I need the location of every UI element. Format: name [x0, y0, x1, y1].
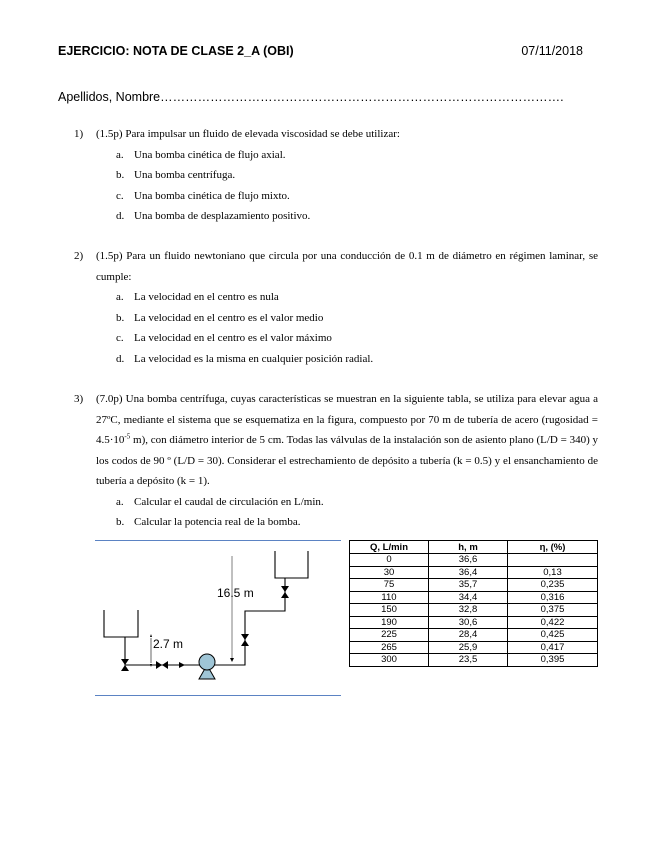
table-row — [350, 554, 598, 567]
height-label-upper: 16.5 m — [217, 586, 254, 600]
text-questions-0-options-0-letter: a. — [116, 148, 124, 161]
text-table-rows-4-0: 150 — [350, 604, 429, 617]
option-text: La velocidad en el centro es nula — [134, 291, 279, 303]
question-1 — [74, 124, 598, 227]
text-table-rows-3-2: 0,316 — [508, 591, 598, 604]
option-text: Una bomba centrífuga. — [134, 169, 236, 181]
text-table-rows-4-2: 0,375 — [508, 604, 598, 617]
option-text: Una bomba de desplazamiento positivo. — [134, 210, 311, 222]
valve-icon — [156, 661, 168, 669]
table-row — [350, 654, 598, 667]
question-stem: (1.5p) Para un fluido newtoniano que circula por una conducción de 0.1 m de diámetro en régimen laminar, se cumple: — [96, 250, 598, 283]
text-table-rows-1-2: 0,13 — [508, 566, 598, 579]
text-table-rows-1-1: 36,4 — [429, 566, 508, 579]
option-d — [74, 206, 598, 227]
text-table-rows-6-2: 0,425 — [508, 629, 598, 642]
text-table-rows-5-1: 30,6 — [429, 616, 508, 629]
text-table-rows-2-0: 75 — [350, 579, 429, 592]
option-b — [74, 165, 598, 186]
text-questions-1-options-3-letter: d. — [116, 352, 125, 365]
option-text: Una bomba cinética de flujo axial. — [134, 148, 286, 161]
arrow-icon — [150, 634, 152, 637]
valve-icon — [241, 634, 249, 646]
table-row — [350, 579, 598, 592]
option-text: La velocidad en el centro es el valor máximo — [134, 332, 332, 344]
option-b — [74, 308, 598, 329]
text-table-rows-7-2: 0,417 — [508, 641, 598, 654]
table-row — [350, 604, 598, 617]
text-table-rows-4-1: 32,8 — [429, 604, 508, 617]
option-text: Una bomba cinética de flujo mixto. — [134, 189, 290, 202]
text-table-rows-8-1: 23,5 — [429, 654, 508, 667]
text-table-rows-0-1: 36,6 — [429, 554, 508, 567]
question-stem — [96, 389, 598, 492]
text-table-rows-6-1: 28,4 — [429, 629, 508, 642]
text-table-rows-0-0: 0 — [350, 554, 429, 567]
option-c — [74, 186, 598, 207]
table-row — [350, 591, 598, 604]
option-a — [74, 492, 598, 513]
exercise-date: 07/11/2018 — [521, 44, 583, 58]
column-header: Q, L/min — [350, 541, 429, 554]
question-2 — [74, 246, 598, 369]
text-table-rows-7-1: 25,9 — [429, 641, 508, 654]
valve-icon — [281, 586, 289, 598]
table-row — [350, 641, 598, 654]
text-questions-1-options-1-letter: b. — [116, 311, 125, 324]
question-stem: (1.5p) Para impulsar un fluido de elevada viscosidad se debe utilizar: — [96, 128, 400, 140]
column-header: η, (%) — [508, 541, 598, 554]
question-number: 2) — [74, 250, 84, 262]
text-questions-0-options-3-letter: d. — [116, 210, 125, 222]
pump-characteristics-table — [349, 540, 598, 667]
exponent: -5 — [124, 432, 131, 441]
text-table-rows-2-2: 0,235 — [508, 579, 598, 592]
text-table-rows-8-2: 0,395 — [508, 654, 598, 667]
text-table-rows-5-0: 190 — [350, 616, 429, 629]
exercise-title: EJERCICIO: NOTA DE CLASE 2_A (OBI) — [58, 44, 294, 58]
table-row — [350, 629, 598, 642]
text-table-rows-7-0: 265 — [350, 641, 429, 654]
text-table-rows-3-1: 34,4 — [429, 591, 508, 604]
option-b — [74, 512, 598, 533]
text-questions-0-options-1-letter: b. — [116, 169, 125, 181]
question-number: 1) — [74, 128, 84, 140]
upper-tank — [275, 551, 308, 578]
table-row — [350, 616, 598, 629]
option-text: Calcular la potencia real de la bomba. — [134, 516, 301, 528]
text-table-rows-5-2: 0,422 — [508, 616, 598, 629]
question-number: 3) — [74, 393, 84, 405]
pump-icon — [199, 654, 215, 679]
text-questions-2-stem_a: (7.0p) Una bomba centrífuga, cuyas características se muestran en la siguiente tabla, se utiliza para elevar agua a 27ºC, mediante el sistema que se esquematiza en la figura, compuesto por 70 m de tubería de acero (rugosidad = 4.5·10 — [96, 393, 598, 446]
option-text: Calcular el caudal de circulación en L/min. — [134, 495, 324, 508]
text-table-rows-3-0: 110 — [350, 591, 429, 604]
text-questions-1-options-0-letter: a. — [116, 291, 124, 303]
pump-system-diagram — [95, 538, 341, 698]
option-a — [74, 287, 598, 308]
option-text: La velocidad en el centro es el valor medio — [134, 311, 324, 324]
lower-tank — [104, 610, 138, 637]
option-c — [74, 328, 598, 349]
column-header: h, m — [429, 541, 508, 554]
text-table-rows-0-2 — [508, 554, 598, 567]
arrow-icon — [230, 658, 234, 662]
name-field-line: Apellidos, Nombre……………………………………………………………………………………. — [58, 90, 564, 104]
text-questions-2-stem_b: m), con diámetro interior de 5 cm. Todas las válvulas de la instalación son de asiento plano (L/D = 340) y los codos de 90 º (L/D = 30). Considerar el estrechamiento de depósito a tubería (k = 0.5) y el ensanchamiento de tubería a depósito (k = 1). — [96, 434, 598, 487]
arrow-icon — [179, 662, 185, 668]
text-questions-2-options-1-letter: b. — [116, 516, 125, 528]
text-table-rows-6-0: 225 — [350, 629, 429, 642]
text-questions-2-options-0-letter: a. — [116, 495, 124, 508]
diagram-svg — [95, 538, 341, 698]
height-label-lower: 2.7 m — [153, 637, 184, 651]
text-questions-0-options-2-letter: c. — [116, 189, 124, 202]
option-a — [74, 145, 598, 166]
option-text: La velocidad es la misma en cualquier posición radial. — [134, 352, 374, 365]
question-3 — [74, 389, 598, 533]
text-table-rows-2-1: 35,7 — [429, 579, 508, 592]
text-table-rows-1-0: 30 — [350, 566, 429, 579]
table-row — [350, 566, 598, 579]
option-d — [74, 349, 598, 370]
text-table-rows-8-0: 300 — [350, 654, 429, 667]
text-questions-1-options-2-letter: c. — [116, 332, 124, 344]
